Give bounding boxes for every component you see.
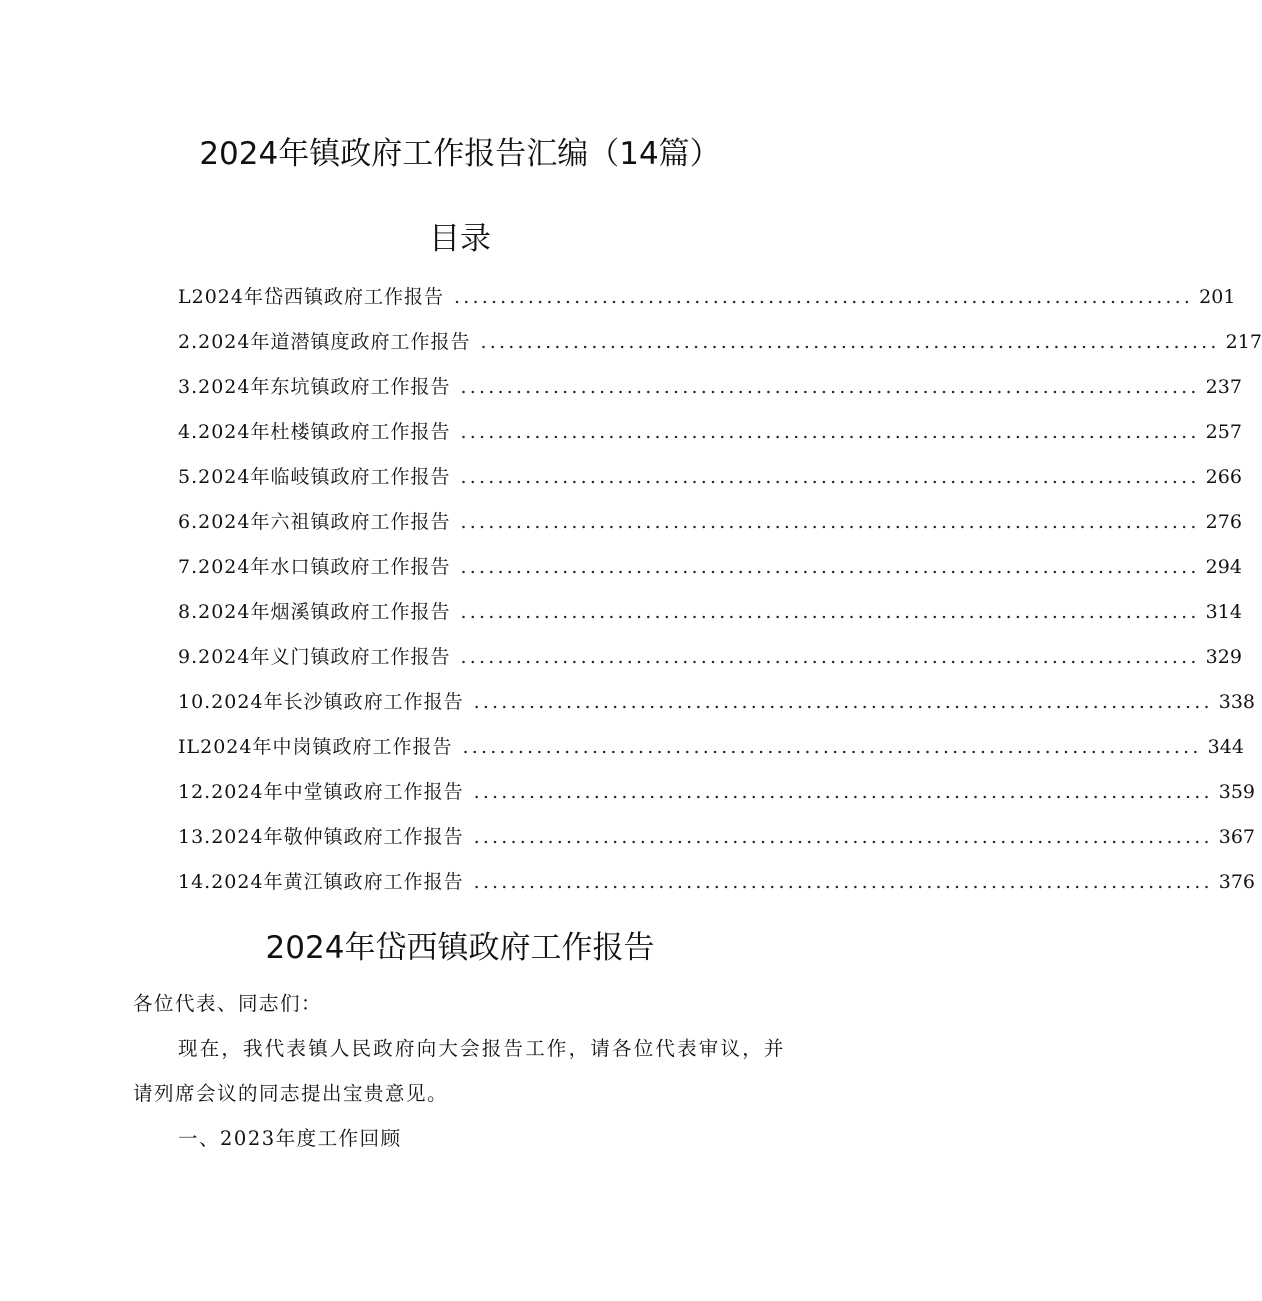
toc-entry-page-number: 276 bbox=[1205, 511, 1242, 533]
toc-entry-page-number: 217 bbox=[1225, 331, 1262, 353]
toc-entry[interactable] bbox=[178, 552, 1242, 597]
toc-dot-leader: ................................................................................ bbox=[460, 421, 1200, 443]
section-heading-1: 一、2023年度工作回顾 bbox=[178, 1127, 402, 1150]
toc-dot-leader: ................................................................................ bbox=[462, 736, 1202, 758]
toc-entry[interactable] bbox=[178, 462, 1242, 507]
toc-dot-leader: ................................................................................ bbox=[480, 331, 1220, 353]
toc-entry-page-number: 257 bbox=[1205, 421, 1242, 443]
toc-dot-leader: ................................................................................ bbox=[473, 871, 1213, 893]
section-title: 2024年岱西镇政府工作报告 bbox=[265, 930, 655, 966]
toc-entry-label: 14.2024年黄江镇政府工作报告 bbox=[178, 871, 464, 893]
toc-dot-leader: ................................................................................ bbox=[460, 466, 1200, 488]
toc-entry-label: 3.2024年东坑镇政府工作报告 bbox=[178, 376, 451, 398]
toc-entry[interactable] bbox=[178, 507, 1242, 552]
greeting: 各位代表、同志们： bbox=[133, 992, 323, 1015]
toc-entry-page-number: 201 bbox=[1199, 286, 1236, 308]
toc-entry-page-number: 266 bbox=[1205, 466, 1242, 488]
toc-dot-leader: ................................................................................ bbox=[473, 826, 1213, 848]
toc-dot-leader: ................................................................................ bbox=[460, 376, 1200, 398]
toc-entry[interactable] bbox=[178, 282, 1236, 327]
toc-entry[interactable] bbox=[178, 597, 1242, 642]
toc-entry-label: L2024年岱西镇政府工作报告 bbox=[178, 286, 444, 308]
toc-entry-page-number: 376 bbox=[1218, 871, 1256, 893]
toc-entry-label: 7.2024年水口镇政府工作报告 bbox=[178, 556, 451, 578]
toc-entry-page-number: 338 bbox=[1218, 691, 1256, 713]
toc-dot-leader: ................................................................................ bbox=[460, 646, 1200, 668]
body-paragraph-line-2: 请列席会议的同志提出宝贵意见。 bbox=[133, 1082, 449, 1105]
toc-entry-label: 10.2024年长沙镇政府工作报告 bbox=[178, 691, 464, 713]
toc-dot-leader: ................................................................................ bbox=[460, 601, 1200, 623]
toc-dot-leader: ................................................................................ bbox=[473, 691, 1213, 713]
toc-entry-page-number: 329 bbox=[1205, 646, 1242, 668]
toc-entry-label: 12.2024年中堂镇政府工作报告 bbox=[178, 781, 464, 803]
toc-entry[interactable] bbox=[178, 822, 1256, 867]
toc-entry-label: 13.2024年敬仲镇政府工作报告 bbox=[178, 826, 464, 848]
toc-entry-label: 9.2024年义门镇政府工作报告 bbox=[178, 646, 451, 668]
toc-dot-leader: ................................................................................ bbox=[460, 556, 1200, 578]
toc-entry-label: 8.2024年烟溪镇政府工作报告 bbox=[178, 601, 451, 623]
toc-entry-label: 4.2024年杜楼镇政府工作报告 bbox=[178, 421, 451, 443]
toc-dot-leader: ................................................................................ bbox=[473, 781, 1213, 803]
toc-entry-page-number: 237 bbox=[1205, 376, 1242, 398]
body-paragraph-line-1: 现在，我代表镇人民政府向大会报告工作，请各位代表审议，并 bbox=[178, 1037, 786, 1060]
toc-dot-leader: ................................................................................ bbox=[460, 511, 1200, 533]
toc-entry-page-number: 367 bbox=[1218, 826, 1256, 848]
toc-entry[interactable] bbox=[178, 777, 1256, 822]
toc-entry[interactable] bbox=[178, 327, 1262, 372]
toc-entry[interactable] bbox=[178, 417, 1242, 462]
toc-dot-leader: ................................................................................ bbox=[453, 286, 1194, 308]
toc-entry[interactable] bbox=[178, 732, 1244, 777]
toc-entry[interactable] bbox=[178, 867, 1256, 912]
toc-entry[interactable] bbox=[178, 642, 1242, 687]
toc-entry-label: IL2024年中岗镇政府工作报告 bbox=[178, 736, 453, 758]
toc-entry-page-number: 359 bbox=[1218, 781, 1256, 803]
toc-entry[interactable] bbox=[178, 372, 1242, 417]
toc-entry-page-number: 294 bbox=[1205, 556, 1242, 578]
table-of-contents bbox=[178, 282, 1262, 912]
document-title: 2024年镇政府工作报告汇编（14篇） bbox=[199, 136, 721, 172]
toc-entry-page-number: 344 bbox=[1207, 736, 1244, 758]
toc-entry-label: 5.2024年临岐镇政府工作报告 bbox=[178, 466, 451, 488]
toc-entry-label: 6.2024年六祖镇政府工作报告 bbox=[178, 511, 451, 533]
toc-entry[interactable] bbox=[178, 687, 1256, 732]
toc-entry-label: 2.2024年道潜镇度政府工作报告 bbox=[178, 331, 471, 353]
toc-heading: 目录 bbox=[429, 221, 491, 257]
toc-entry-page-number: 314 bbox=[1205, 601, 1242, 623]
